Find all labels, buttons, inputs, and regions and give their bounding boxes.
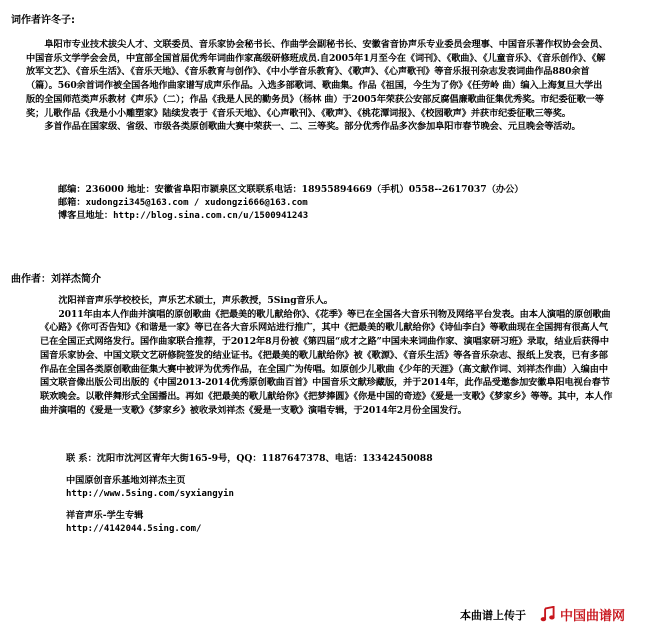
site-name: 中国曲谱网 (560, 608, 626, 624)
lyricist-blog-line (58, 209, 308, 224)
composer-bio-paragraph-2: 2011年由本人作曲并演唱的原创歌曲《把最美的歌儿献给你》、《花季》等已在全国各大音乐刊物及网络平台发表。由本人演唱的原创歌曲《心路》《你可否告知》《和谐是一家》等已在各大音乐网站进行推广，其中《把最美的歌儿献给你》《诗仙李白》等歌曲现在全国拥有很高人气已在全国正式网络发行。国作曲家联合推荐，于2012年8月份被《第四届“成才之路”中国未来词曲作家、演唱家研习班》录取，结业后获得中国音乐家协会、中国文联文艺研修院签发的结业证书。《把最美的歌儿献给你》被《歌源》、《音乐生活》等各音乐杂志、报纸上发表，已有多部作品在全国各类原创歌曲征集大赛中被评为优秀作品，在全国广为传唱。如原创少儿歌曲《少年的天涯》（高文献作词、刘祥杰作曲）入编由中国文联音像出版公司出版的《中国2013-2014优秀原创歌曲百首》中国音乐文献珍藏版，并于2014年，此作品受邀参加安徽阜阳电视台春节联欢晚会。以歌伴舞形式全国播出。再如《把最美的歌儿献给你》《把梦捧圆》《你是中国的奇迹》《爱是一支歌》《梦家乡》等等。其中，本人作曲并演唱的《爱是一支歌》《梦家乡》被收录刘祥杰《爱是一支歌》演唱专辑，于2014年2月份全国发行。 (40, 308, 613, 416)
composer-bio-paragraph-1: 沈阳祥音声乐学校校长，声乐艺术硕士，声乐教授，5Sing音乐人。 (58, 295, 333, 306)
upload-note: 本曲谱上传于 (460, 609, 526, 622)
email-value[interactable]: xudongzi345@163.com / xudongzi666@163.com (85, 198, 308, 208)
blog-link[interactable]: http://blog.sina.com.cn/u/1500941243 (113, 211, 309, 221)
lyricist-bio (26, 38, 611, 134)
composer-bio (40, 294, 613, 417)
composer-contact-line: 联 系：沈阳市沈河区青年大街165-9号，QQ：1187647378、电话：13342450088 (66, 453, 433, 464)
site-logo[interactable] (540, 603, 625, 625)
blog-label: 博客旦地址： (58, 210, 114, 221)
composer-base-link[interactable]: http://www.5sing.com/syxiangyin (66, 489, 234, 499)
lyricist-bio-paragraph-2: 多首作品在国家级、省级、市级各类原创歌曲大赛中荣获一、二、三等奖。部分优秀作品多次参加阜阳市春节晚会、元旦晚会等活动。 (44, 121, 581, 133)
lyricist-bio-paragraph-1: 阜阳市专业技术拔尖人才、文联委员、音乐家协会秘书长、作曲学会副秘书长、安徽省音协声乐专业委员会理事、中国音乐著作权协会会员、中国音乐文学学会会员，中宣部全国首届优秀年词曲作家高级研修班成员.自2005年1月至今在《词刊》、《歌曲》、《儿童音乐》、《音乐创作》、《解放军文艺》、《音乐生活》、《音乐天地》、《音乐教育与创作》、《中小学音乐教育》、《歌声》、《心声歌刊》等音乐报刊杂志发表词曲作品880余首（篇）。560余首词作被全国各地作曲家谱写成声乐作品。入选多部歌词、歌曲集。作品《祖国，今生为了你》《任劳岭 曲）编入上海复旦大学出版的全国师范类声乐教材《声乐》（二）；作品《我是人民的勤务员》（杨林 曲）于2005年荣获公安部反腐倡廉歌曲征集优秀奖。市纪委征歌一等奖；儿歌作品《我是小小雕塑家》陆续发表于《音乐天地》、《心声歌刊》、《歌声》、《桃花潭词报》、《校园歌声》并获市纪委征歌三等奖。 (26, 39, 608, 119)
composer-base-label: 中国原创音乐基地刘祥杰主页 (66, 475, 186, 486)
email-label: 邮箱： (58, 197, 86, 208)
composer-album-link[interactable]: http://4142044.5sing.com/ (66, 524, 202, 534)
composer-heading: 曲作者：刘祥杰简介 (11, 274, 101, 285)
music-note-icon (540, 606, 557, 623)
lyricist-heading: 词作者许冬子: (11, 15, 75, 26)
lyricist-address-line: 邮编：236000 地址：安徽省阜阳市颍泉区文联联系电话：18955894669（手机）0558--2617037（办公） (58, 184, 524, 195)
composer-album-label: 祥音声乐-学生专辑 (66, 510, 144, 521)
